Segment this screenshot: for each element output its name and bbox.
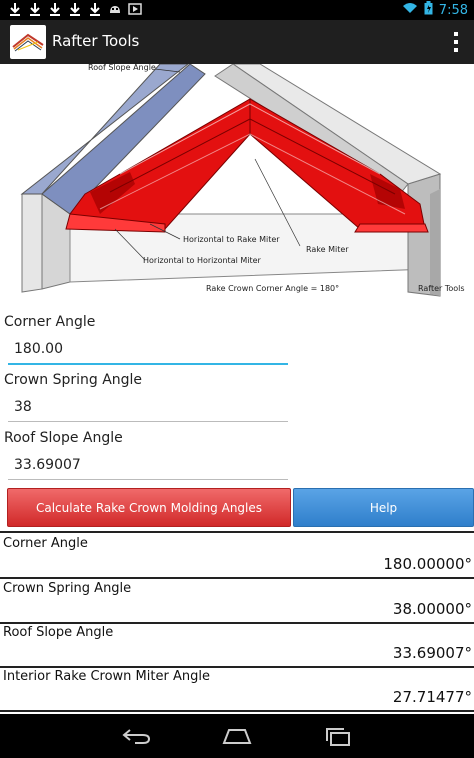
result-label: Corner Angle xyxy=(3,536,88,551)
action-bar xyxy=(0,20,474,64)
crown-spring-angle-field-wrap xyxy=(8,395,288,422)
diagram-label-horizontal-to-rake-miter: Horizontal to Rake Miter xyxy=(183,235,280,244)
diagram-label-corner-angle: Rake Crown Corner Angle = 180° xyxy=(206,284,340,293)
rake-crown-diagram xyxy=(0,64,474,304)
overflow-menu-icon[interactable] xyxy=(454,32,458,52)
home-icon[interactable] xyxy=(219,724,255,748)
diagram-label-rake-miter: Rake Miter xyxy=(306,245,349,254)
roof-slope-angle-label: Roof Slope Angle xyxy=(4,430,123,446)
back-icon[interactable] xyxy=(118,724,154,748)
crown-spring-angle-label: Crown Spring Angle xyxy=(4,372,143,388)
calculate-button[interactable]: Calculate Rake Crown Molding Angles xyxy=(7,488,291,527)
download-icon xyxy=(68,2,82,16)
download-icon xyxy=(48,2,62,16)
wifi-icon xyxy=(402,2,418,18)
result-label: Crown Spring Angle xyxy=(3,581,132,596)
result-value: 38.00000° xyxy=(392,600,472,618)
download-icon xyxy=(88,2,102,16)
result-row xyxy=(0,578,474,624)
diagram-label-roof-slope: Roof Slope Angle xyxy=(88,63,156,72)
battery-icon xyxy=(424,1,433,19)
diagram-watermark: Rafter Tools xyxy=(418,284,465,293)
help-button[interactable]: Help xyxy=(293,488,474,527)
result-label: Roof Slope Angle xyxy=(3,625,114,640)
app-logo[interactable] xyxy=(10,25,46,59)
roof-slope-angle-input[interactable] xyxy=(8,453,284,477)
android-icon xyxy=(108,2,122,16)
app-title: Rafter Tools xyxy=(52,32,140,50)
roof-slope-angle-field-wrap xyxy=(8,453,288,480)
crown-spring-angle-input[interactable] xyxy=(8,395,284,419)
download-icon xyxy=(8,2,22,16)
clock: 7:58 xyxy=(438,2,468,18)
download-icon xyxy=(28,2,42,16)
result-row xyxy=(0,666,474,712)
status-bar xyxy=(0,0,474,20)
result-row xyxy=(0,533,474,579)
result-row xyxy=(0,622,474,668)
result-label: Interior Rake Crown Miter Angle xyxy=(3,669,210,684)
recent-apps-icon[interactable] xyxy=(320,724,356,748)
navigation-bar xyxy=(0,714,474,758)
result-value: 27.71477° xyxy=(392,688,472,706)
diagram-label-horizontal-to-horizontal-miter: Horizontal to Horizontal Miter xyxy=(143,256,261,265)
corner-angle-input[interactable] xyxy=(8,337,284,361)
result-value: 33.69007° xyxy=(392,644,472,662)
play-store-icon xyxy=(128,2,142,16)
corner-angle-field-wrap xyxy=(8,337,288,365)
result-value: 180.00000° xyxy=(383,555,472,573)
corner-angle-label: Corner Angle xyxy=(4,314,96,330)
